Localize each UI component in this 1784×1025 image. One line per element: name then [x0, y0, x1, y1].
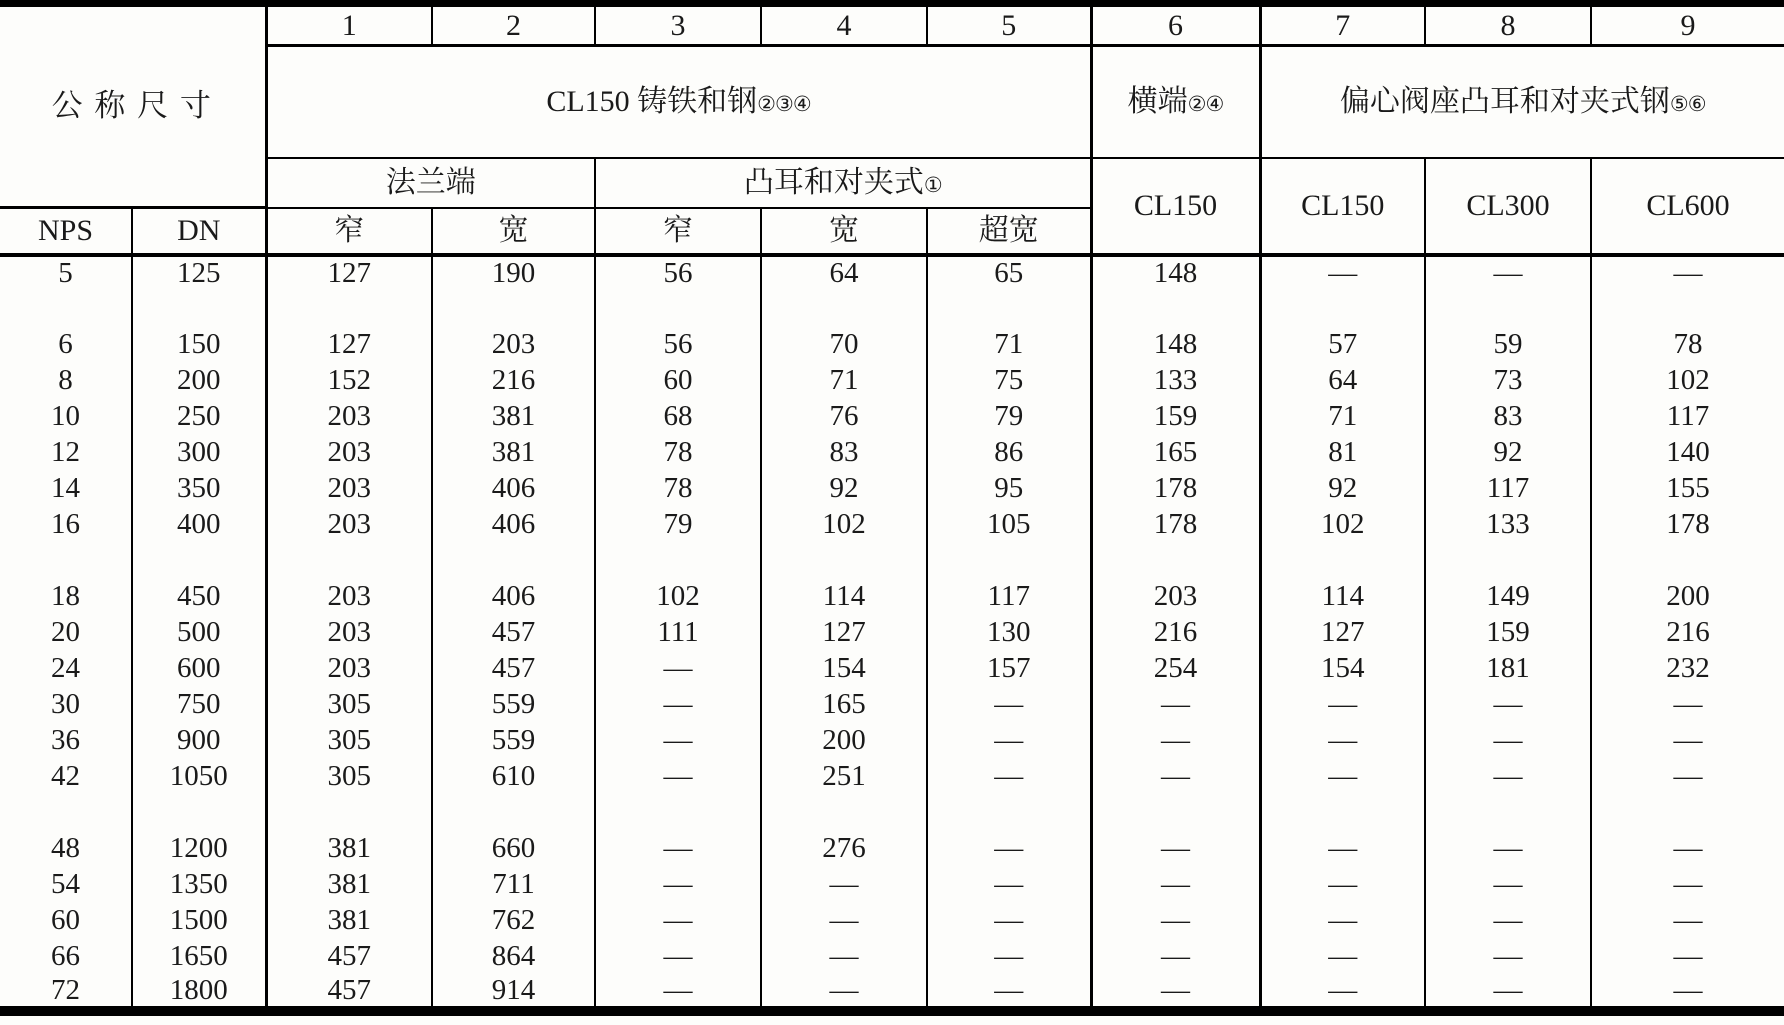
dim-value-cell: 203: [266, 471, 432, 507]
spacer-cell: [266, 795, 432, 831]
dim-value-cell: 73: [1425, 363, 1591, 399]
dim-value-cell: —: [1260, 687, 1425, 723]
dim-value-cell: —: [927, 903, 1091, 939]
table-row: [0, 399, 1784, 435]
spacer-cell: [266, 543, 432, 579]
nps-cell: 12: [51, 436, 80, 469]
cl150-cast-iron-steel-label: CL150 铸铁和钢: [546, 85, 758, 118]
dn-cell: 600: [132, 651, 266, 687]
sub-header-row: [0, 158, 1784, 208]
dim-value-cell: 216: [432, 363, 595, 399]
dim-value-cell: 57: [1260, 327, 1425, 363]
dim-value-cell: 127: [266, 255, 432, 291]
dim-value-cell: —: [1260, 939, 1425, 975]
dim-value-cell: 149: [1425, 579, 1591, 615]
dim-value-cell: 203: [266, 507, 432, 543]
dim-value-cell: 305: [266, 687, 432, 723]
flanged-end-header: 法兰端: [266, 158, 595, 208]
dim-value-cell: 71: [927, 327, 1091, 363]
nps-cell: 20: [51, 616, 80, 649]
dim-value-cell: 86: [927, 435, 1091, 471]
spacer-cell: [1260, 795, 1425, 831]
nps-cell: 72: [51, 974, 80, 1006]
dim-value-cell: 133: [1425, 507, 1591, 543]
dim-value-cell: 102: [761, 507, 927, 543]
dn-header: DN: [132, 208, 266, 255]
spacer-cell: [761, 795, 927, 831]
dim-value-cell: 178: [1091, 471, 1260, 507]
lug-wafer-header: [595, 158, 1091, 208]
dim-value-cell: —: [595, 687, 761, 723]
spacer-cell: [0, 543, 132, 579]
col-num-3: 3: [595, 4, 761, 46]
dim-value-cell: —: [1425, 903, 1591, 939]
dim-value-cell: 81: [1260, 435, 1425, 471]
dim-value-cell: —: [761, 867, 927, 903]
dim-value-cell: 133: [1091, 363, 1260, 399]
dim-value-cell: 203: [266, 435, 432, 471]
dim-value-cell: 381: [266, 867, 432, 903]
spacer-cell: [927, 795, 1091, 831]
dim-value-cell: 381: [266, 903, 432, 939]
dim-value-cell: —: [761, 939, 927, 975]
dim-value-cell: —: [595, 939, 761, 975]
dim-value-cell: 105: [927, 507, 1091, 543]
dim-value-cell: —: [1091, 723, 1260, 759]
dim-value-cell: 64: [1260, 363, 1425, 399]
dim-value-cell: —: [1091, 975, 1260, 1011]
table-row: [0, 939, 1784, 975]
nps-cell: 60: [51, 904, 80, 937]
dim-value-cell: 154: [761, 651, 927, 687]
wide-header-lug: 宽: [761, 208, 927, 255]
dim-value-cell: —: [1591, 903, 1784, 939]
nps-cell: 36: [51, 724, 80, 757]
spacer-cell: [1591, 543, 1784, 579]
spacer-cell: [595, 543, 761, 579]
dim-value-cell: 79: [927, 399, 1091, 435]
dim-value-cell: 254: [1091, 651, 1260, 687]
wide-header-flanged: 宽: [432, 208, 595, 255]
dim-value-cell: 381: [432, 399, 595, 435]
dim-value-cell: 102: [595, 579, 761, 615]
dim-value-cell: 130: [927, 615, 1091, 651]
dim-value-cell: 92: [1260, 471, 1425, 507]
dn-cell: 1650: [132, 939, 266, 975]
dim-value-cell: 914: [432, 975, 595, 1011]
dim-value-cell: —: [1591, 723, 1784, 759]
dim-value-cell: 251: [761, 759, 927, 795]
table-row: [0, 759, 1784, 795]
dim-value-cell: 102: [1260, 507, 1425, 543]
spacer-row: [0, 291, 1784, 327]
dim-value-cell: 457: [266, 939, 432, 975]
dim-value-cell: 165: [1091, 435, 1260, 471]
dim-value-cell: 64: [761, 255, 927, 291]
dim-value-cell: —: [761, 903, 927, 939]
table-row: [0, 327, 1784, 363]
dim-value-cell: 70: [761, 327, 927, 363]
dn-cell: 400: [132, 507, 266, 543]
table-row: [0, 363, 1784, 399]
dim-value-cell: —: [1091, 687, 1260, 723]
dim-value-cell: 864: [432, 939, 595, 975]
dim-value-cell: 78: [1591, 327, 1784, 363]
dn-cell: 1350: [132, 867, 266, 903]
dim-value-cell: 203: [432, 327, 595, 363]
dim-value-cell: 200: [761, 723, 927, 759]
dim-value-cell: —: [1260, 831, 1425, 867]
dim-value-cell: —: [1091, 939, 1260, 975]
dim-value-cell: —: [927, 759, 1091, 795]
dim-value-cell: —: [595, 759, 761, 795]
cross-end-label: 横端: [1127, 85, 1188, 118]
dim-value-cell: —: [1425, 867, 1591, 903]
table-header: [0, 4, 1784, 255]
dim-value-cell: 457: [432, 615, 595, 651]
dim-value-cell: —: [1591, 831, 1784, 867]
dim-value-cell: 83: [761, 435, 927, 471]
dim-value-cell: —: [595, 867, 761, 903]
footnote-marks: ②③④: [757, 92, 811, 116]
dim-value-cell: 68: [595, 399, 761, 435]
dim-value-cell: 78: [595, 471, 761, 507]
table-row: [0, 615, 1784, 651]
dim-value-cell: —: [595, 975, 761, 1011]
dim-value-cell: —: [1091, 759, 1260, 795]
dim-value-cell: —: [1091, 831, 1260, 867]
dim-value-cell: 406: [432, 471, 595, 507]
dim-value-cell: 762: [432, 903, 595, 939]
dim-value-cell: —: [1260, 759, 1425, 795]
dim-value-cell: 305: [266, 759, 432, 795]
spacer-cell: [1091, 291, 1260, 327]
nps-cell: 24: [51, 652, 80, 685]
dn-cell: 125: [132, 255, 266, 291]
dim-value-cell: 117: [1425, 471, 1591, 507]
nps-cell: 18: [51, 580, 80, 613]
spacer-cell: [132, 543, 266, 579]
nps-cell: 10: [51, 400, 80, 433]
dim-value-cell: 305: [266, 723, 432, 759]
table-row: [0, 903, 1784, 939]
dim-value-cell: 117: [927, 579, 1091, 615]
cl150-header: CL150: [1260, 158, 1425, 255]
nps-cell: 30: [51, 688, 80, 721]
dim-value-cell: 216: [1591, 615, 1784, 651]
spacer-row: [0, 795, 1784, 831]
dim-value-cell: —: [595, 651, 761, 687]
dim-value-cell: 157: [927, 651, 1091, 687]
group-header-row: [0, 46, 1784, 158]
table-row: [0, 651, 1784, 687]
dim-value-cell: 65: [927, 255, 1091, 291]
col-num-2: 2: [432, 4, 595, 46]
spacer-cell: [432, 543, 595, 579]
spacer-cell: [595, 795, 761, 831]
extra-wide-header: 超宽: [927, 208, 1091, 255]
dn-cell: 900: [132, 723, 266, 759]
dim-value-cell: —: [1425, 759, 1591, 795]
table-row: [0, 687, 1784, 723]
dn-cell: 500: [132, 615, 266, 651]
dim-value-cell: —: [1591, 255, 1784, 291]
dim-value-cell: 76: [761, 399, 927, 435]
table-row: [0, 723, 1784, 759]
spacer-cell: [1425, 543, 1591, 579]
dn-cell: 150: [132, 327, 266, 363]
dn-cell: 450: [132, 579, 266, 615]
dim-value-cell: 152: [266, 363, 432, 399]
dn-cell: 1050: [132, 759, 266, 795]
dim-value-cell: 381: [266, 831, 432, 867]
spacer-cell: [1260, 543, 1425, 579]
nominal-size-header: 公 称 尺 寸: [0, 4, 266, 208]
dim-value-cell: 406: [432, 579, 595, 615]
dim-value-cell: —: [1591, 867, 1784, 903]
dim-value-cell: 165: [761, 687, 927, 723]
dim-value-cell: 148: [1091, 327, 1260, 363]
dim-value-cell: 56: [595, 327, 761, 363]
dim-value-cell: —: [1425, 831, 1591, 867]
spacer-cell: [761, 291, 927, 327]
dim-value-cell: —: [1091, 867, 1260, 903]
dim-value-cell: —: [927, 831, 1091, 867]
col-num-9: 9: [1591, 4, 1784, 46]
dim-value-cell: —: [927, 975, 1091, 1011]
dim-value-cell: 711: [432, 867, 595, 903]
spacer-cell: [1591, 291, 1784, 327]
cross-end-cl150-header: CL150: [1091, 158, 1260, 255]
dim-value-cell: 102: [1591, 363, 1784, 399]
spacer-cell: [132, 291, 266, 327]
dim-value-cell: 203: [1091, 579, 1260, 615]
dim-value-cell: —: [1591, 687, 1784, 723]
narrow-header-lug: 窄: [595, 208, 761, 255]
spacer-cell: [432, 291, 595, 327]
dim-value-cell: 117: [1591, 399, 1784, 435]
nps-cell: 6: [58, 328, 73, 361]
footnote-mark: ①: [923, 172, 942, 197]
spacer-cell: [927, 543, 1091, 579]
dim-value-cell: —: [595, 903, 761, 939]
dim-value-cell: 457: [432, 651, 595, 687]
table-row: [0, 255, 1784, 291]
col-num-6: 6: [1091, 4, 1260, 46]
dim-value-cell: —: [927, 723, 1091, 759]
dim-value-cell: —: [1591, 759, 1784, 795]
dim-value-cell: 200: [1591, 579, 1784, 615]
dn-cell: 1200: [132, 831, 266, 867]
dim-value-cell: 159: [1425, 615, 1591, 651]
narrow-header-flanged: 窄: [266, 208, 432, 255]
dim-value-cell: —: [761, 975, 927, 1011]
nps-cell: 14: [51, 472, 80, 505]
dn-cell: 350: [132, 471, 266, 507]
dim-value-cell: 190: [432, 255, 595, 291]
dim-value-cell: 203: [266, 579, 432, 615]
table-row: [0, 831, 1784, 867]
dim-value-cell: 114: [761, 579, 927, 615]
dim-value-cell: 159: [1091, 399, 1260, 435]
spacer-cell: [0, 795, 132, 831]
dim-value-cell: 232: [1591, 651, 1784, 687]
table-row: [0, 867, 1784, 903]
dim-value-cell: —: [1091, 903, 1260, 939]
dim-value-cell: 60: [595, 363, 761, 399]
dim-value-cell: 203: [266, 651, 432, 687]
dim-value-cell: 127: [761, 615, 927, 651]
spacer-cell: [1260, 291, 1425, 327]
nps-cell: 54: [51, 868, 80, 901]
spacer-cell: [595, 291, 761, 327]
dim-value-cell: 559: [432, 723, 595, 759]
dim-value-cell: 71: [1260, 399, 1425, 435]
dim-value-cell: —: [1260, 867, 1425, 903]
dim-value-cell: 71: [761, 363, 927, 399]
dim-value-cell: 111: [595, 615, 761, 651]
dim-value-cell: 203: [266, 615, 432, 651]
table-body: [0, 255, 1784, 1011]
dim-value-cell: —: [1425, 687, 1591, 723]
dim-value-cell: 127: [1260, 615, 1425, 651]
dim-value-cell: 56: [595, 255, 761, 291]
dim-value-cell: 457: [266, 975, 432, 1011]
dim-value-cell: —: [927, 687, 1091, 723]
nps-header: NPS: [0, 208, 132, 255]
dim-value-cell: 178: [1591, 507, 1784, 543]
dim-value-cell: 83: [1425, 399, 1591, 435]
footnote-marks: ②④: [1187, 92, 1224, 116]
dim-value-cell: 59: [1425, 327, 1591, 363]
dim-value-cell: 203: [266, 399, 432, 435]
eccentric-seat-label: 偏心阀座凸耳和对夹式钢: [1339, 85, 1670, 118]
dim-value-cell: 127: [266, 327, 432, 363]
column-number-row: [0, 4, 1784, 46]
dim-value-cell: —: [1591, 939, 1784, 975]
dn-cell: 200: [132, 363, 266, 399]
lug-wafer-label: 凸耳和对夹式: [743, 165, 924, 199]
col-num-4: 4: [761, 4, 927, 46]
dn-cell: 300: [132, 435, 266, 471]
dim-value-cell: —: [1260, 975, 1425, 1011]
spacer-cell: [1591, 795, 1784, 831]
dim-value-cell: 181: [1425, 651, 1591, 687]
dim-value-cell: —: [595, 831, 761, 867]
dim-value-cell: 154: [1260, 651, 1425, 687]
table-row: [0, 471, 1784, 507]
dim-value-cell: 155: [1591, 471, 1784, 507]
dim-value-cell: 178: [1091, 507, 1260, 543]
cl600-header: CL600: [1591, 158, 1784, 255]
nps-cell: 16: [51, 508, 80, 541]
dn-cell: 250: [132, 399, 266, 435]
table-row: [0, 579, 1784, 615]
dim-value-cell: 92: [1425, 435, 1591, 471]
dn-cell: 750: [132, 687, 266, 723]
dim-value-cell: 216: [1091, 615, 1260, 651]
cl300-header: CL300: [1425, 158, 1591, 255]
spacer-cell: [1425, 795, 1591, 831]
dim-value-cell: 406: [432, 507, 595, 543]
dim-value-cell: 148: [1091, 255, 1260, 291]
dim-value-cell: 79: [595, 507, 761, 543]
dim-value-cell: 140: [1591, 435, 1784, 471]
table-row: [0, 975, 1784, 1011]
spacer-row: [0, 543, 1784, 579]
dim-value-cell: —: [927, 939, 1091, 975]
dim-value-cell: 276: [761, 831, 927, 867]
dim-value-cell: —: [1425, 939, 1591, 975]
table-row: [0, 507, 1784, 543]
dim-value-cell: —: [1260, 255, 1425, 291]
spacer-cell: [132, 795, 266, 831]
dim-value-cell: —: [927, 867, 1091, 903]
dim-value-cell: 660: [432, 831, 595, 867]
col-num-1: 1: [266, 4, 432, 46]
spacer-cell: [927, 291, 1091, 327]
nps-cell: 8: [58, 364, 73, 397]
dim-value-cell: —: [1591, 975, 1784, 1011]
dim-value-cell: 95: [927, 471, 1091, 507]
cl150-cast-iron-steel-header: [266, 46, 1091, 158]
nps-cell: 48: [51, 832, 80, 865]
dim-value-cell: 559: [432, 687, 595, 723]
col-num-5: 5: [927, 4, 1091, 46]
nps-cell: 42: [51, 760, 80, 793]
dim-value-cell: —: [1260, 723, 1425, 759]
spacer-cell: [1091, 543, 1260, 579]
footnote-marks: ⑤⑥: [1669, 92, 1706, 116]
cross-end-header: [1091, 46, 1260, 158]
dim-value-cell: —: [1425, 975, 1591, 1011]
spacer-cell: [266, 291, 432, 327]
table-row: [0, 435, 1784, 471]
spacer-cell: [1425, 291, 1591, 327]
nps-cell: 5: [58, 257, 73, 290]
eccentric-seat-header: [1260, 46, 1784, 158]
spacer-cell: [0, 291, 132, 327]
dim-value-cell: —: [595, 723, 761, 759]
dim-value-cell: 92: [761, 471, 927, 507]
dim-value-cell: 114: [1260, 579, 1425, 615]
spacer-cell: [761, 543, 927, 579]
dn-cell: 1800: [132, 975, 266, 1011]
dim-value-cell: 75: [927, 363, 1091, 399]
dim-value-cell: —: [1425, 723, 1591, 759]
col-num-8: 8: [1425, 4, 1591, 46]
dim-value-cell: —: [1260, 903, 1425, 939]
dim-value-cell: 381: [432, 435, 595, 471]
dim-value-cell: 610: [432, 759, 595, 795]
col-num-7: 7: [1260, 4, 1425, 46]
spacer-cell: [1091, 795, 1260, 831]
dn-cell: 1500: [132, 903, 266, 939]
spacer-cell: [432, 795, 595, 831]
dim-value-cell: —: [1425, 255, 1591, 291]
nps-cell: 66: [51, 940, 80, 973]
dim-value-cell: 78: [595, 435, 761, 471]
